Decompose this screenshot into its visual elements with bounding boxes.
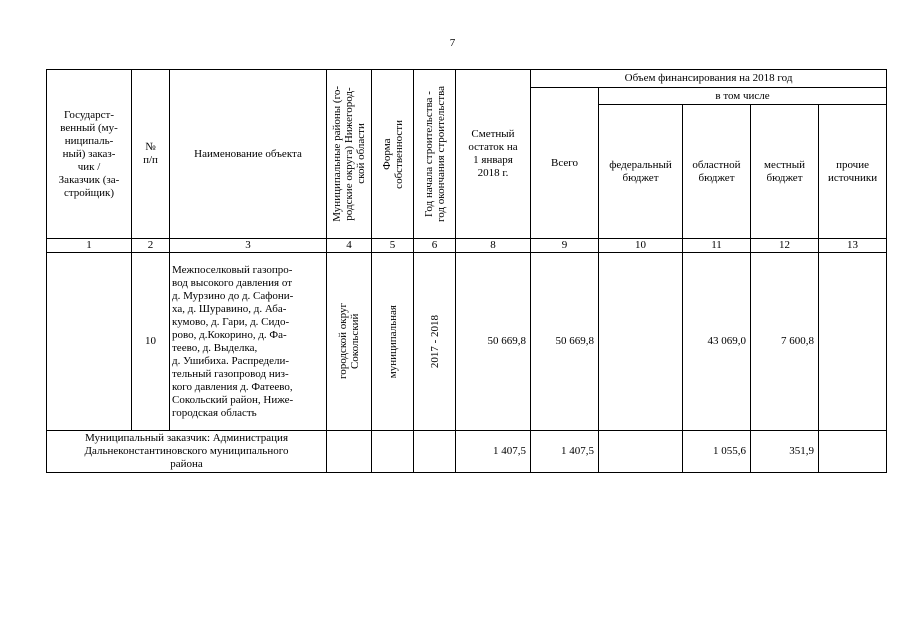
header-years: Год начала строительства - год окончания строительства [422,86,447,222]
column-number: 1 [47,239,132,253]
column-number: 10 [599,239,683,253]
column-number: 9 [531,239,599,253]
row-object-name: Межпоселковый газопро- вод высокого давления от д. Мурзино до д. Сафони- ха, д. Шуравино, д. Аба- кумово, д. Гари, д. Сидо- рово, д.Кокорино, д. Фа- теево, д. Выделка, д. Ушибиха. Распредели- тельный газопровод низ- кого давления д. Фатеево, Сокольский район, Ниже- городская область [170,253,327,431]
row-regional: 43 069,0 [683,253,751,431]
header-district-cell [327,70,372,239]
column-number: 3 [170,239,327,253]
row-years: 2017 - 2018 [428,314,441,369]
row-district-cell [327,253,372,431]
row-ownership: муниципальная [386,304,399,379]
header-including: в том числе [599,88,887,105]
header-customer: Государст- венный (му- ниципаль- ный) заказ- чик / Заказчик (за- стройщик) [47,70,132,239]
row-other [819,253,887,431]
header-ownership: Форма собственности [380,119,405,189]
row-customer [47,253,132,431]
summary-regional: 1 055,6 [683,431,751,473]
row-balance: 50 669,8 [456,253,531,431]
column-number: 13 [819,239,887,253]
column-number: 5 [372,239,414,253]
header-total: Всего [531,88,599,239]
header-number: № п/п [132,70,170,239]
header-ownership-cell [372,70,414,239]
financing-table [46,69,887,473]
table-row [47,253,887,431]
column-number: 4 [327,239,372,253]
column-number: 11 [683,239,751,253]
header-years-cell [414,70,456,239]
column-number-row [47,239,887,253]
summary-other [819,431,887,473]
summary-total: 1 407,5 [531,431,599,473]
summary-label: Муниципальный заказчик: Администрация Дальнеконстантиновского муниципального района [47,431,327,473]
column-number: 6 [414,239,456,253]
row-years-cell [414,253,456,431]
summary-balance: 1 407,5 [456,431,531,473]
header-other: прочие источники [819,105,887,239]
header-object-name: Наименование объекта [170,70,327,239]
row-local: 7 600,8 [751,253,819,431]
header-local: местный бюджет [751,105,819,239]
row-number: 10 [132,253,170,431]
row-total: 50 669,8 [531,253,599,431]
column-number: 2 [132,239,170,253]
header-regional: областной бюджет [683,105,751,239]
page-number: 7 [449,37,456,49]
row-ownership-cell [372,253,414,431]
header-federal: федеральный бюджет [599,105,683,239]
row-district: городской округ Сокольский [337,303,361,380]
summary-row [47,431,887,473]
column-number: 8 [456,239,531,253]
column-number: 12 [751,239,819,253]
row-federal [599,253,683,431]
header-balance: Сметный остаток на 1 января 2018 г. [456,70,531,239]
summary-federal [599,431,683,473]
summary-local: 351,9 [751,431,819,473]
header-funding-group: Объем финансирования на 2018 год [531,70,887,88]
header-district: Муниципальные районы (го- родские округа) Нижегород- ской области [331,86,367,222]
